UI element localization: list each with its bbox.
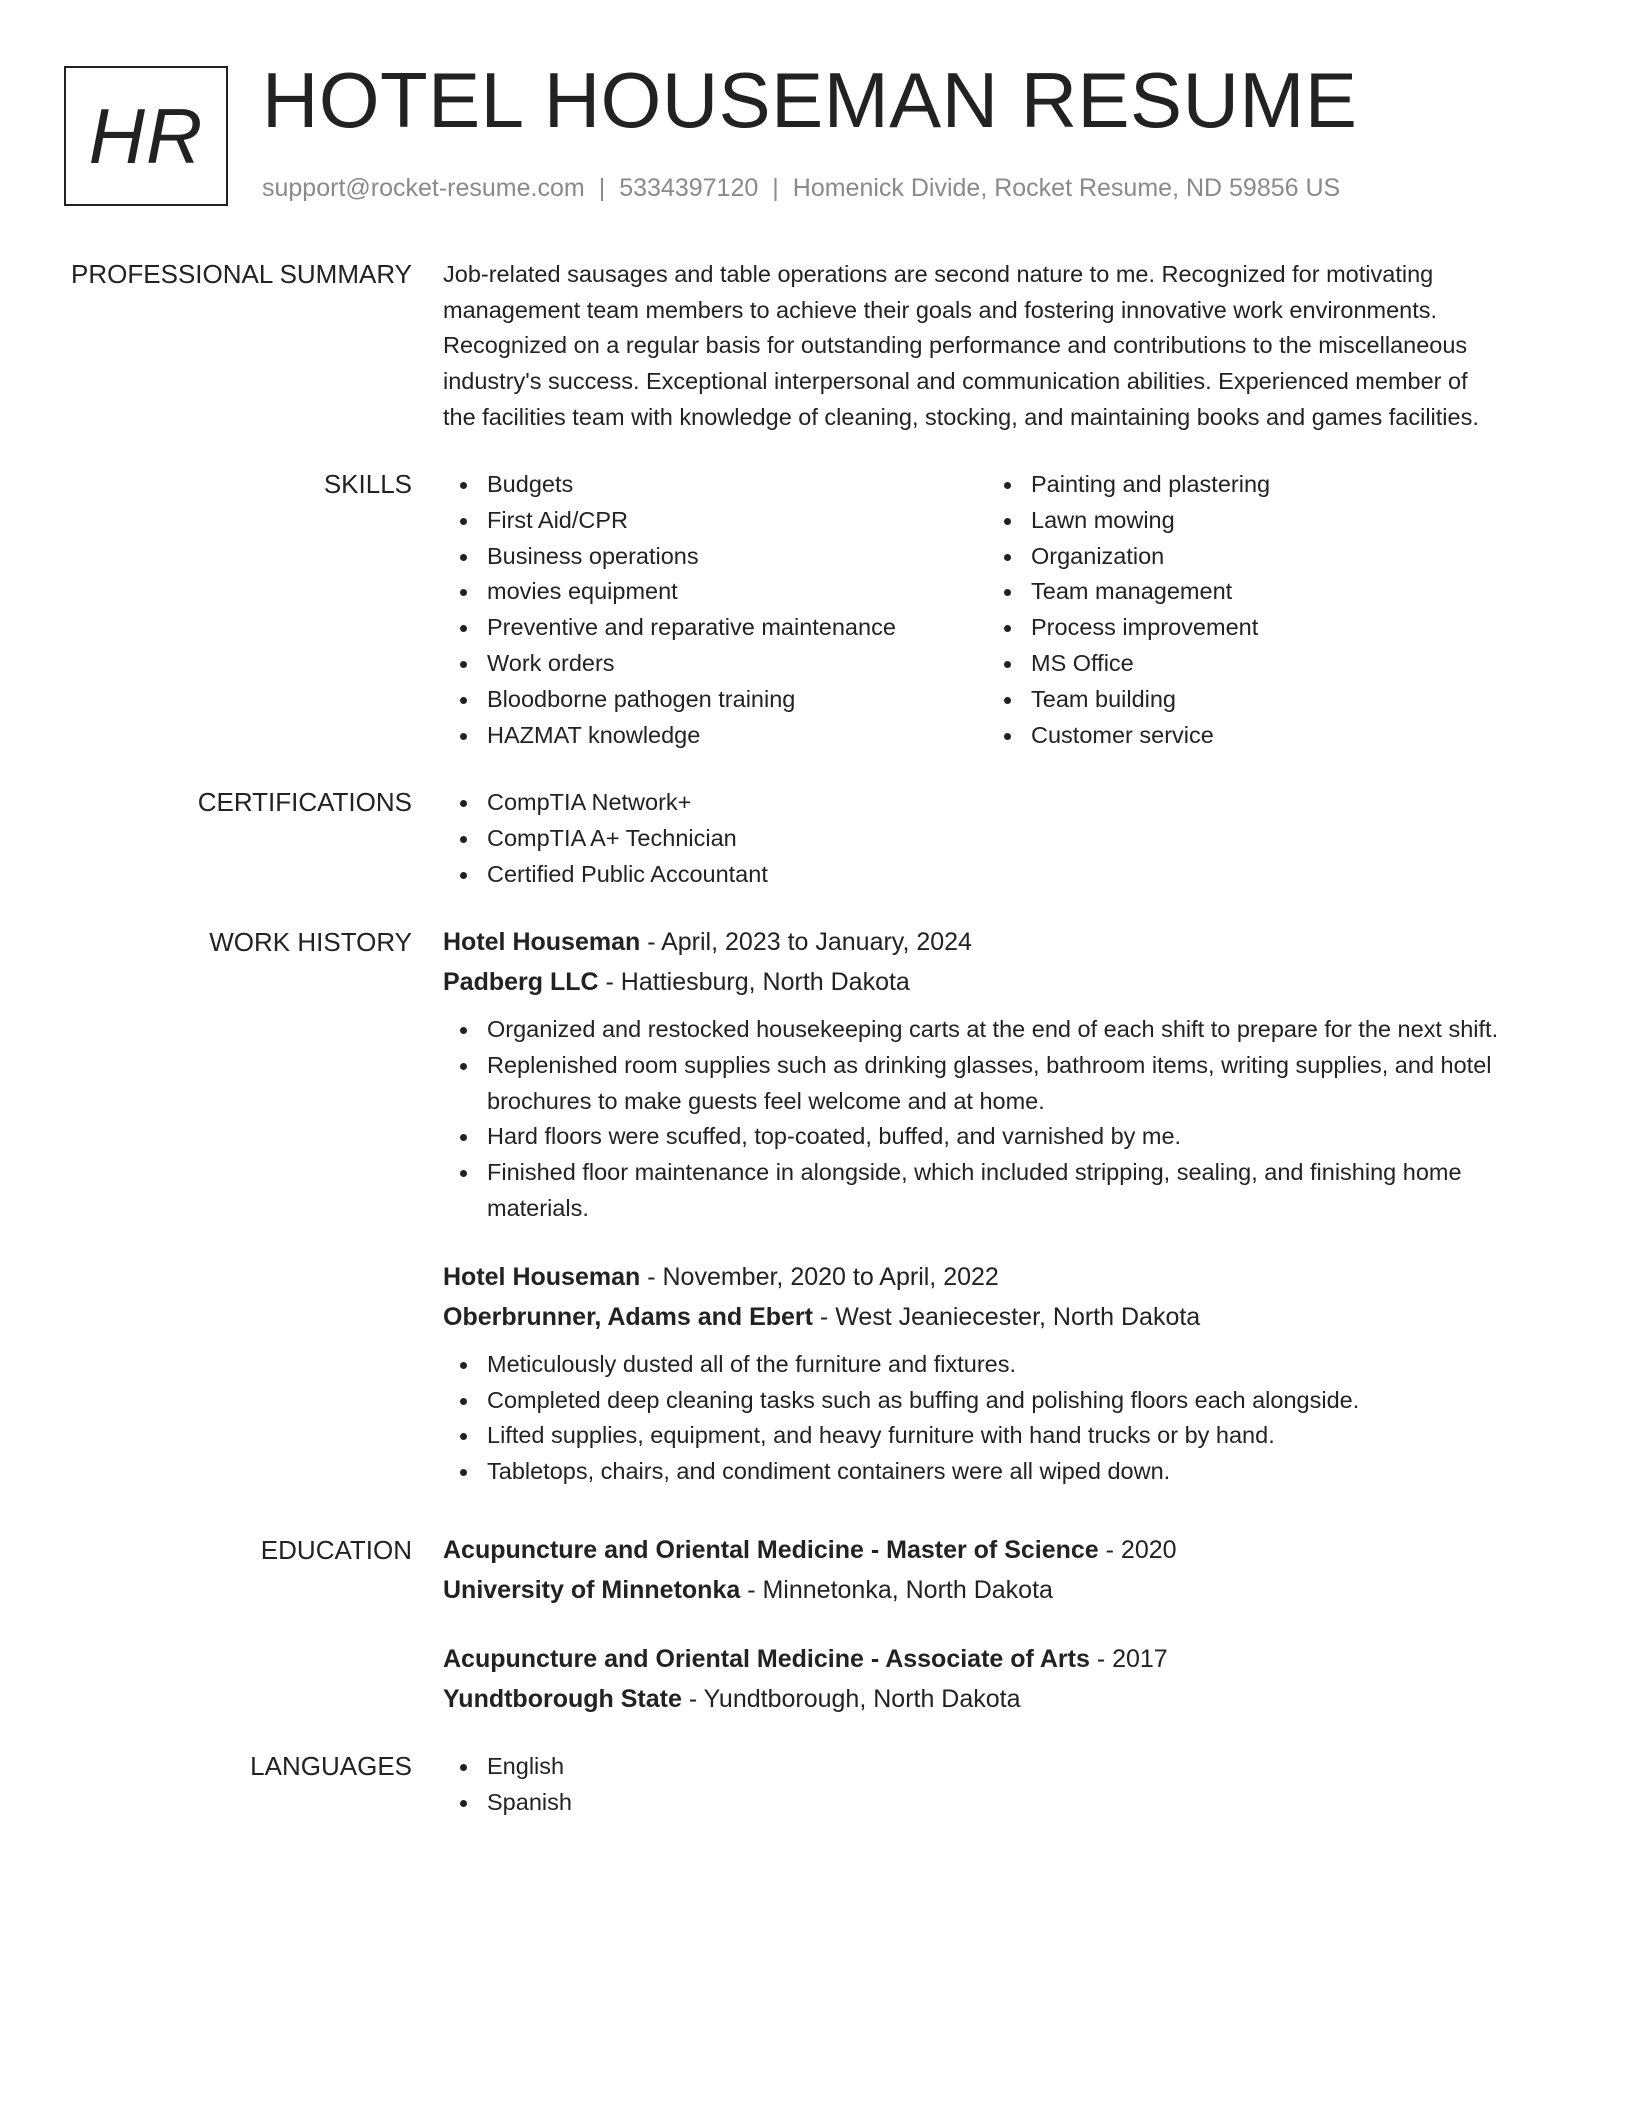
education-degree: Acupuncture and Oriental Medicine - Associate of Arts — [443, 1645, 1090, 1673]
certifications-body — [443, 785, 1563, 892]
job-duty: Completed deep cleaning tasks such as buffing and polishing floors each alongside. — [443, 1383, 1563, 1419]
job-title-line — [443, 922, 1563, 962]
summary-heading: PROFESSIONAL SUMMARY — [71, 259, 412, 289]
job-company: Padberg LLC — [443, 968, 599, 996]
job-duties-list — [443, 1347, 1563, 1490]
job-title-line — [443, 1257, 1563, 1297]
education-year: - 2017 — [1089, 1645, 1168, 1673]
education-entry — [443, 1530, 1563, 1610]
skill-item: Process improvement — [987, 610, 1270, 646]
education-location: - Minnetonka, North Dakota — [740, 1576, 1053, 1604]
certifications-heading: CERTIFICATIONS — [197, 787, 412, 817]
skill-item: Lawn mowing — [987, 503, 1270, 539]
certification-item: CompTIA Network+ — [443, 785, 1563, 821]
job-entry — [443, 922, 1563, 1227]
job-duty: Organized and restocked housekeeping carts at the end of each shift to prepare for the next shift. — [443, 1012, 1563, 1048]
education-degree-line — [443, 1639, 1563, 1679]
job-duty: Replenished room supplies such as drinking glasses, bathroom items, writing supplies, and hotel brochures to make guests feel welcome and at home. — [443, 1048, 1563, 1120]
summary-line: management team members to achieve their goals and fostering innovative work environments. — [443, 296, 1438, 323]
contact-separator: | — [598, 174, 606, 202]
certification-item: Certified Public Accountant — [443, 857, 1563, 893]
certifications-list — [443, 785, 1563, 892]
job-duty: Hard floors were scuffed, top-coated, buffed, and varnished by me. — [443, 1119, 1563, 1155]
monogram-box — [64, 66, 228, 206]
education-entry — [443, 1639, 1563, 1719]
summary-body — [443, 257, 1563, 436]
education-degree: Acupuncture and Oriental Medicine - Master of Science — [443, 1536, 1099, 1564]
skills-list-right — [987, 467, 1270, 753]
skills-heading: SKILLS — [323, 469, 412, 499]
skill-item: Team building — [987, 682, 1270, 718]
work-history-body — [443, 922, 1563, 1490]
job-location: - West Jeaniecester, North Dakota — [812, 1302, 1201, 1331]
skill-item: Preventive and reparative maintenance — [443, 610, 896, 646]
work-history-heading: WORK HISTORY — [209, 927, 412, 957]
skills-column-left — [443, 467, 896, 753]
skill-item: Customer service — [987, 718, 1270, 754]
skill-item: Bloodborne pathogen training — [443, 682, 896, 718]
job-duty: Tabletops, chairs, and condiment containers were all wiped down. — [443, 1454, 1563, 1490]
resume-title: HOTEL HOUSEMAN RESUME — [262, 56, 1358, 144]
language-item: English — [443, 1749, 1563, 1785]
skill-item: Work orders — [443, 646, 896, 682]
languages-heading: LANGUAGES — [250, 1751, 412, 1781]
skill-item: MS Office — [987, 646, 1270, 682]
job-duty: Lifted supplies, equipment, and heavy furniture with hand trucks or by hand. — [443, 1418, 1563, 1454]
education-school: University of Minnetonka — [443, 1576, 741, 1604]
skill-item: movies equipment — [443, 574, 896, 610]
languages-list — [443, 1749, 1563, 1821]
summary-line: the facilities team with knowledge of cleaning, stocking, and maintaining books and games facilities. — [443, 403, 1479, 430]
skill-item: HAZMAT knowledge — [443, 718, 896, 754]
skill-item: Budgets — [443, 467, 896, 503]
job-duties-list — [443, 1012, 1563, 1227]
monogram-initials: HR — [88, 91, 204, 180]
education-year: - 2020 — [1098, 1536, 1177, 1564]
contact-email[interactable]: support@rocket-resume.com — [262, 174, 585, 202]
skills-columns — [443, 467, 1563, 757]
job-company-line — [443, 962, 1563, 1002]
job-dates: - April, 2023 to January, 2024 — [640, 928, 972, 956]
job-entry — [443, 1257, 1563, 1490]
summary-line: Recognized on a regular basis for outstanding performance and contributions to the miscellaneous — [443, 332, 1468, 359]
skill-item: First Aid/CPR — [443, 503, 896, 539]
contact-address: Homenick Divide, Rocket Resume, ND 59856 US — [792, 174, 1341, 202]
job-title: Hotel Houseman — [443, 928, 641, 956]
skills-body — [443, 467, 1563, 757]
job-duty: Meticulously dusted all of the furniture and fixtures. — [443, 1347, 1563, 1383]
language-item: Spanish — [443, 1785, 1563, 1821]
languages-body — [443, 1749, 1563, 1821]
summary-paragraph — [443, 257, 1563, 436]
education-body — [443, 1530, 1563, 1719]
summary-line: industry's success. Exceptional interpersonal and communication abilities. Experienced member of — [443, 368, 1468, 395]
contact-line — [262, 174, 1340, 203]
education-school-line — [443, 1679, 1563, 1719]
skill-item: Organization — [987, 539, 1270, 575]
certification-item: CompTIA A+ Technician — [443, 821, 1563, 857]
skill-item: Painting and plastering — [987, 467, 1270, 503]
skills-list-left — [443, 467, 896, 753]
education-school-line — [443, 1570, 1563, 1610]
contact-separator: | — [772, 174, 779, 202]
summary-line: Job-related sausages and table operations are second nature to me. Recognized for motivating — [443, 261, 1434, 287]
education-heading: EDUCATION — [260, 1535, 412, 1565]
education-degree-line — [443, 1530, 1563, 1570]
job-company: Oberbrunner, Adams and Ebert — [443, 1302, 813, 1331]
skill-item: Business operations — [443, 539, 896, 575]
skill-item: Team management — [987, 574, 1270, 610]
job-dates: - November, 2020 to April, 2022 — [640, 1262, 999, 1291]
job-title: Hotel Houseman — [443, 1262, 641, 1291]
job-duty: Finished floor maintenance in alongside, which included stripping, sealing, and finishing home materials. — [443, 1155, 1563, 1227]
contact-phone[interactable]: 5334397120 — [619, 174, 759, 202]
education-school: Yundtborough State — [443, 1685, 682, 1713]
job-location: - Hattiesburg, North Dakota — [598, 968, 910, 996]
job-company-line — [443, 1297, 1563, 1337]
skills-column-right — [987, 467, 1270, 753]
education-location: - Yundtborough, North Dakota — [681, 1685, 1021, 1713]
